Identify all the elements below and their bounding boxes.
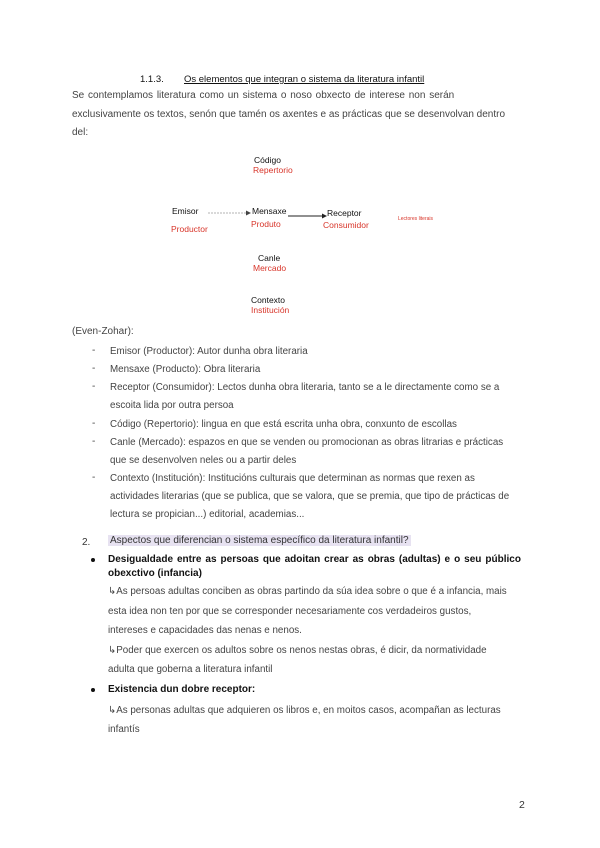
- diagram-side-note: Lectores literais: [398, 216, 434, 222]
- point-1-title: Desigualdade entre as persoas que adoitan crear as obras (adultas) e o seu público: [108, 554, 521, 565]
- diagram-emisor: Emisor: [172, 206, 199, 216]
- list-dash: -: [92, 472, 96, 483]
- diagram-emisor-sub: Productor: [171, 224, 208, 234]
- point-1-detail: ↳Poder que exercen os adultos sobre os nenos nestas obras, é dicir, da normatividade: [108, 645, 487, 656]
- intro-line-2: exclusivamente os textos, senón que tamén os axentes e as prácticas que se desenvolvan dentro: [72, 109, 506, 120]
- point-1-detail: esta idea non ten por que se corresponder necesariamente cos verdadeiros gustos,: [108, 606, 472, 617]
- diagram-mensaxe-sub: Produto: [251, 219, 281, 229]
- diagram-codigo-sub: Repertorio: [253, 165, 293, 175]
- question-number: 2.: [82, 537, 91, 548]
- list-dash: -: [92, 363, 96, 374]
- diagram-contexto: Contexto: [251, 295, 286, 305]
- diagram-codigo: Código: [254, 155, 281, 165]
- citation: (Even-Zohar):: [72, 326, 134, 337]
- list-item-contexto-cont2: lectura se propician...) editorial, academias...: [110, 509, 305, 520]
- list-item-codigo: Código (Repertorio): lingua en que está escrita unha obra, conxunto de escollas: [110, 419, 457, 430]
- arrow-emisor-mensaxe: [208, 208, 252, 218]
- point-2-detail: infantís: [108, 724, 140, 735]
- section-title: Os elementos que integran o sistema da literatura infantil: [184, 74, 425, 85]
- list-item-emisor: Emisor (Productor): Autor dunha obra literaria: [110, 346, 308, 357]
- section-heading: [140, 74, 424, 85]
- list-item-contexto: Contexto (Institución): Institucións culturais que determinan as normas que rexen as: [110, 473, 475, 484]
- intro-line-1: Se contemplamos literatura como un sistema o noso obxecto de interese non serán: [72, 90, 455, 101]
- list-dash: -: [92, 418, 96, 429]
- point-2-title: Existencia dun dobre receptor:: [108, 684, 256, 695]
- diagram-mensaxe: Mensaxe: [252, 206, 287, 216]
- list-item-canle-cont: que se desenvolven neles ou a partir deles: [110, 455, 297, 466]
- list-item-canle: Canle (Mercado): espazos en que se venden ou promocionan as obras litrarias e prácticas: [110, 437, 504, 448]
- page-number: 2: [519, 799, 525, 811]
- point-2-detail: ↳As personas adultas que adquieren os libros e, en moitos casos, acompañan as lecturas: [108, 705, 501, 716]
- bullet-dot: [91, 688, 95, 692]
- list-dash: -: [92, 436, 96, 447]
- list-item-contexto-cont: actividades literarias (que se publica, que se valora, que se premia, que tipo de prácticas de: [110, 491, 510, 502]
- diagram-contexto-sub: Institución: [251, 305, 290, 315]
- intro-line-3: del:: [72, 127, 89, 138]
- diagram-receptor-sub: Consumidor: [323, 220, 369, 230]
- list-item-receptor-cont: escoita lida por outra persoa: [110, 400, 234, 411]
- list-dash: -: [92, 381, 96, 392]
- list-item-receptor: Receptor (Consumidor): Lectos dunha obra literaria, tanto se a le directamente como se a: [110, 382, 500, 393]
- bullet-dot: [91, 558, 95, 562]
- point-1-title-cont: obexctivo (infancia): [108, 568, 202, 579]
- diagram-canle: Canle: [258, 253, 281, 263]
- list-item-mensaxe: Mensaxe (Producto): Obra literaria: [110, 364, 261, 375]
- diagram-canle-sub: Mercado: [253, 263, 287, 273]
- section-number: 1.1.3.: [140, 74, 164, 85]
- point-1-detail: adulta que goberna a literatura infantil: [108, 664, 273, 675]
- diagram-receptor: Receptor: [327, 208, 362, 218]
- question-text: Aspectos que diferencian o sistema específico da literatura infantil?: [110, 535, 409, 546]
- list-dash: -: [92, 345, 96, 356]
- point-1-detail: ↳As persoas adultas conciben as obras partindo da súa idea sobre o que é a infancia, mais: [108, 586, 507, 597]
- arrow-mensaxe-receptor: [288, 211, 328, 221]
- point-1-detail: intereses e capacidades das nenas e nenos.: [108, 625, 302, 636]
